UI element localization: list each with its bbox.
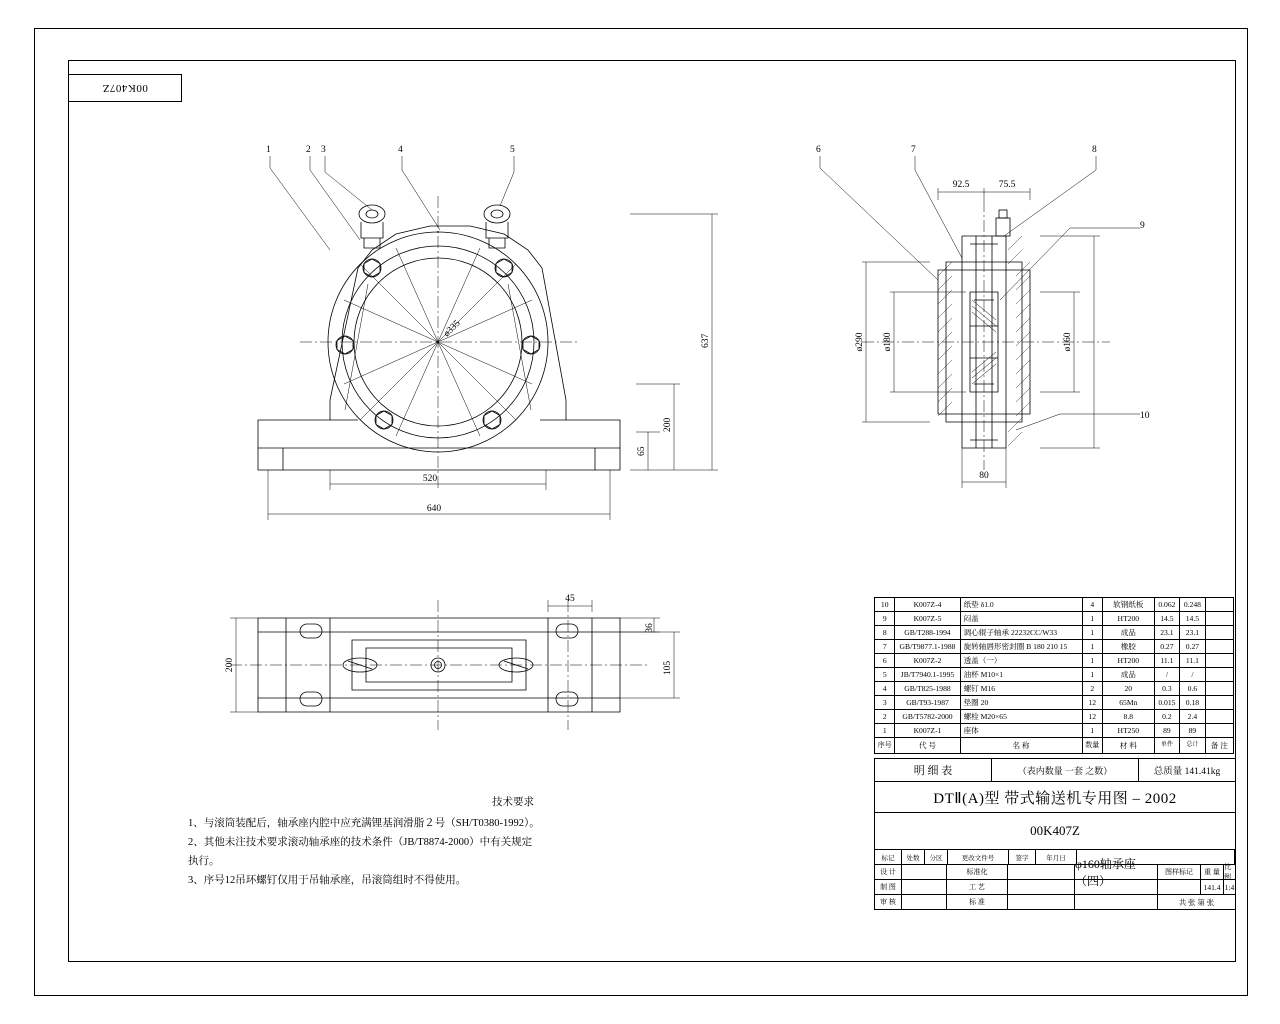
bom-w1: 89 (1154, 724, 1180, 738)
bom-name: 旋转轴唇形密封圈 B 180 210 15 (960, 640, 1082, 654)
bom-mat: HT200 (1102, 654, 1154, 668)
bom-remark (1205, 612, 1233, 626)
rev-col-mark: 标记 (875, 850, 902, 864)
bom-head-remark: 备 注 (1205, 738, 1233, 754)
dim-80: 80 (979, 471, 989, 481)
dim-92-5: 92.5 (952, 180, 970, 190)
balloon-10: 10 (1140, 411, 1150, 421)
corner-code-label: 00K407Z (102, 82, 148, 94)
dim-dia290: ø290 (855, 332, 865, 352)
bom-w2: 2.4 (1180, 710, 1206, 724)
bom-no: 1 (875, 724, 895, 738)
bom-qty: 12 (1082, 696, 1102, 710)
table-row (875, 654, 1234, 668)
bom-w1: / (1154, 668, 1180, 682)
sheet-count: 共 张 第 张 (1178, 897, 1215, 907)
balloon-3: 3 (321, 145, 326, 155)
bom-code: K007Z-2 (895, 654, 960, 668)
bom-mat: 成品 (1102, 668, 1154, 682)
bom-head-code: 代 号 (895, 738, 960, 754)
bom-code: JB/T7940.1-1995 (895, 668, 960, 682)
tech-req-title: 技术要求 (492, 797, 534, 808)
bom-no: 4 (875, 682, 895, 696)
bom-w2: / (1180, 668, 1206, 682)
drawing-main-title: DTⅡ(A)型 带式输送机专用图 – 2002 (933, 790, 1177, 807)
bom-code: GB/T288-1994 (895, 626, 960, 640)
bom-qty: 1 (1082, 612, 1102, 626)
field-scale: 比 例 (1224, 863, 1231, 881)
dim-dia335: ø335 (442, 318, 463, 340)
bom-name: 透盖（一） (960, 654, 1082, 668)
bom-mat: 橡胶 (1102, 640, 1154, 654)
role-check: 审 核 (875, 895, 902, 909)
bom-w1: 11.1 (1154, 654, 1180, 668)
role-design: 设 计 (875, 865, 902, 879)
field-weight: 重 量 (1201, 865, 1224, 879)
dim-dia180: ø180 (883, 332, 893, 352)
bom-code: GB/T9877.1-1988 (895, 640, 960, 654)
bom-w2: 14.5 (1180, 612, 1206, 626)
bom-qty: 1 (1082, 724, 1102, 738)
bom-remark (1205, 640, 1233, 654)
bom-name: 螺栓 M20×65 (960, 710, 1082, 724)
bom-w2: 89 (1180, 724, 1206, 738)
bom-name: 纸垫 δ1.0 (960, 598, 1082, 612)
balloon-8: 8 (1092, 145, 1097, 155)
weight-value: 141.4 (1201, 880, 1224, 894)
bom-head-w1: 单件 (1154, 738, 1180, 754)
bom-name: 垫圈 20 (960, 696, 1082, 710)
role-draw: 制 图 (875, 880, 902, 894)
drawing-code: 00K407Z (1030, 823, 1080, 838)
table-row (875, 668, 1234, 682)
bom-code: GB/T93-1987 (895, 696, 960, 710)
dim-640: 640 (426, 504, 442, 514)
bom-mat: HT200 (1102, 612, 1154, 626)
bom-w2: 23.1 (1180, 626, 1206, 640)
bom-name: 调心辊子轴承 22232CC/W33 (960, 626, 1082, 640)
table-row (875, 626, 1234, 640)
balloon-9: 9 (1140, 221, 1145, 231)
bom-code: K007Z-4 (895, 598, 960, 612)
bom-name: 油杯 M10×1 (960, 668, 1082, 682)
bom-no: 9 (875, 612, 895, 626)
bom-no: 8 (875, 626, 895, 640)
table-row (875, 598, 1234, 612)
balloon-5: 5 (510, 145, 515, 155)
bom-qty: 1 (1082, 654, 1102, 668)
rev-col-count: 处数 (902, 850, 925, 864)
dim-dia160: ø160 (1063, 332, 1073, 352)
bom-code: GB/T5782-2000 (895, 710, 960, 724)
bom-no: 2 (875, 710, 895, 724)
bom-w2: 11.1 (1180, 654, 1206, 668)
balloon-4: 4 (398, 145, 403, 155)
total-mass: 总质量 141.41kg (1153, 767, 1221, 777)
bom-qty: 4 (1082, 598, 1102, 612)
bom-remark (1205, 598, 1233, 612)
bom-w1: 14.5 (1154, 612, 1180, 626)
bom-no: 7 (875, 640, 895, 654)
bom-qty: 1 (1082, 640, 1102, 654)
dim-65: 65 (637, 446, 647, 456)
bom-body (875, 598, 1234, 754)
rev-col-date: 年月日 (1036, 850, 1077, 864)
bom-mat: HT250 (1102, 724, 1154, 738)
balloon-1: 1 (266, 145, 271, 155)
dim-45: 45 (565, 594, 575, 604)
bom-w2: 0.18 (1180, 696, 1206, 710)
bom-mat: 成品 (1102, 626, 1154, 640)
table-row (875, 640, 1234, 654)
bom-mat: 20 (1102, 682, 1154, 696)
dim-105: 105 (663, 660, 673, 676)
bom-no: 5 (875, 668, 895, 682)
tech-req-line-1: 1、与滚筒装配后，轴承座内腔中应充满锂基润滑脂２号（SH/T0380-1992）。 (188, 818, 540, 829)
rev-col-sign: 签字 (1009, 850, 1036, 864)
bom-head-qty: 数量 (1082, 738, 1102, 754)
role-standard: 标 准 (947, 895, 1008, 909)
bom-no: 10 (875, 598, 895, 612)
rev-col-zone: 分区 (925, 850, 948, 864)
table-row (875, 724, 1234, 738)
bom-mat: 65Mn (1102, 696, 1154, 710)
bom-mat: 8.8 (1102, 710, 1154, 724)
bom-name: 闷盖 (960, 612, 1082, 626)
dim-200-top: 200 (225, 657, 235, 673)
balloon-2: 2 (306, 145, 311, 155)
bom-w1: 0.015 (1154, 696, 1180, 710)
dim-75-5: 75.5 (998, 180, 1016, 190)
bom-header-row (875, 738, 1234, 754)
bom-qty: 1 (1082, 668, 1102, 682)
scale-value: 1:4 (1224, 882, 1235, 892)
bom-code: K007Z-5 (895, 612, 960, 626)
role-standardize: 标准化 (947, 865, 1008, 879)
tech-req-line-2: 2、其他未注技术要求滚动轴承座的技术条件（JB/T8874-2000）中有关规定 (188, 837, 533, 848)
bom-remark (1205, 682, 1233, 696)
bom-w2: 0.6 (1180, 682, 1206, 696)
bom-remark (1205, 654, 1233, 668)
technical-requirements (188, 793, 768, 890)
bom-mat: 软钢纸板 (1102, 598, 1154, 612)
bom-head-mat: 材 料 (1102, 738, 1154, 754)
dim-637: 637 (701, 333, 711, 348)
table-row (875, 710, 1234, 724)
bom-remark (1205, 626, 1233, 640)
bom-head-no: 序号 (875, 738, 895, 754)
bom-remark (1205, 668, 1233, 682)
bom-qty: 1 (1082, 626, 1102, 640)
bom-remark (1205, 710, 1233, 724)
table-row (875, 696, 1234, 710)
bom-name: 座体 (960, 724, 1082, 738)
dim-200: 200 (663, 417, 673, 432)
tech-req-line-3: 执行。 (188, 856, 220, 867)
balloon-7: 7 (911, 145, 916, 155)
rev-col-docno: 更改文件号 (948, 850, 1009, 864)
bom-w2: 0.248 (1180, 598, 1206, 612)
table-row (875, 682, 1234, 696)
field-mark: 图样标记 (1158, 865, 1201, 879)
bom-w1: 0.2 (1154, 710, 1180, 724)
role-process: 工 艺 (947, 880, 1008, 894)
bom-code: GB/T825-1988 (895, 682, 960, 696)
title-block (874, 758, 1236, 910)
bom-summary-mid: （表内数量 一套 之数） (992, 759, 1139, 781)
bom-no: 6 (875, 654, 895, 668)
bom-code: K007Z-1 (895, 724, 960, 738)
bom-w2: 0.27 (1180, 640, 1206, 654)
bom-no: 3 (875, 696, 895, 710)
bom-qty: 12 (1082, 710, 1102, 724)
bom-summary-left: 明 细 表 (875, 759, 992, 781)
bom-qty: 2 (1082, 682, 1102, 696)
bom-w1: 0.3 (1154, 682, 1180, 696)
bom-head-name: 名 称 (960, 738, 1082, 754)
bom-head-w2: 总计 (1180, 738, 1206, 754)
part-name: φ160轴承座（四） (1075, 865, 1158, 879)
bom-w1: 0.27 (1154, 640, 1180, 654)
bom-name: 螺钉 M16 (960, 682, 1082, 696)
bom-remark (1205, 696, 1233, 710)
table-row (875, 612, 1234, 626)
bom-w1: 23.1 (1154, 626, 1180, 640)
dim-36: 36 (645, 623, 655, 633)
dim-520: 520 (422, 474, 438, 484)
bom-w1: 0.062 (1154, 598, 1180, 612)
tech-req-line-4: 3、序号12吊环螺钉仅用于吊轴承座，吊滚筒组时不得使用。 (188, 875, 467, 886)
bom-table (874, 597, 1234, 754)
balloon-6: 6 (816, 145, 821, 155)
bom-remark (1205, 724, 1233, 738)
